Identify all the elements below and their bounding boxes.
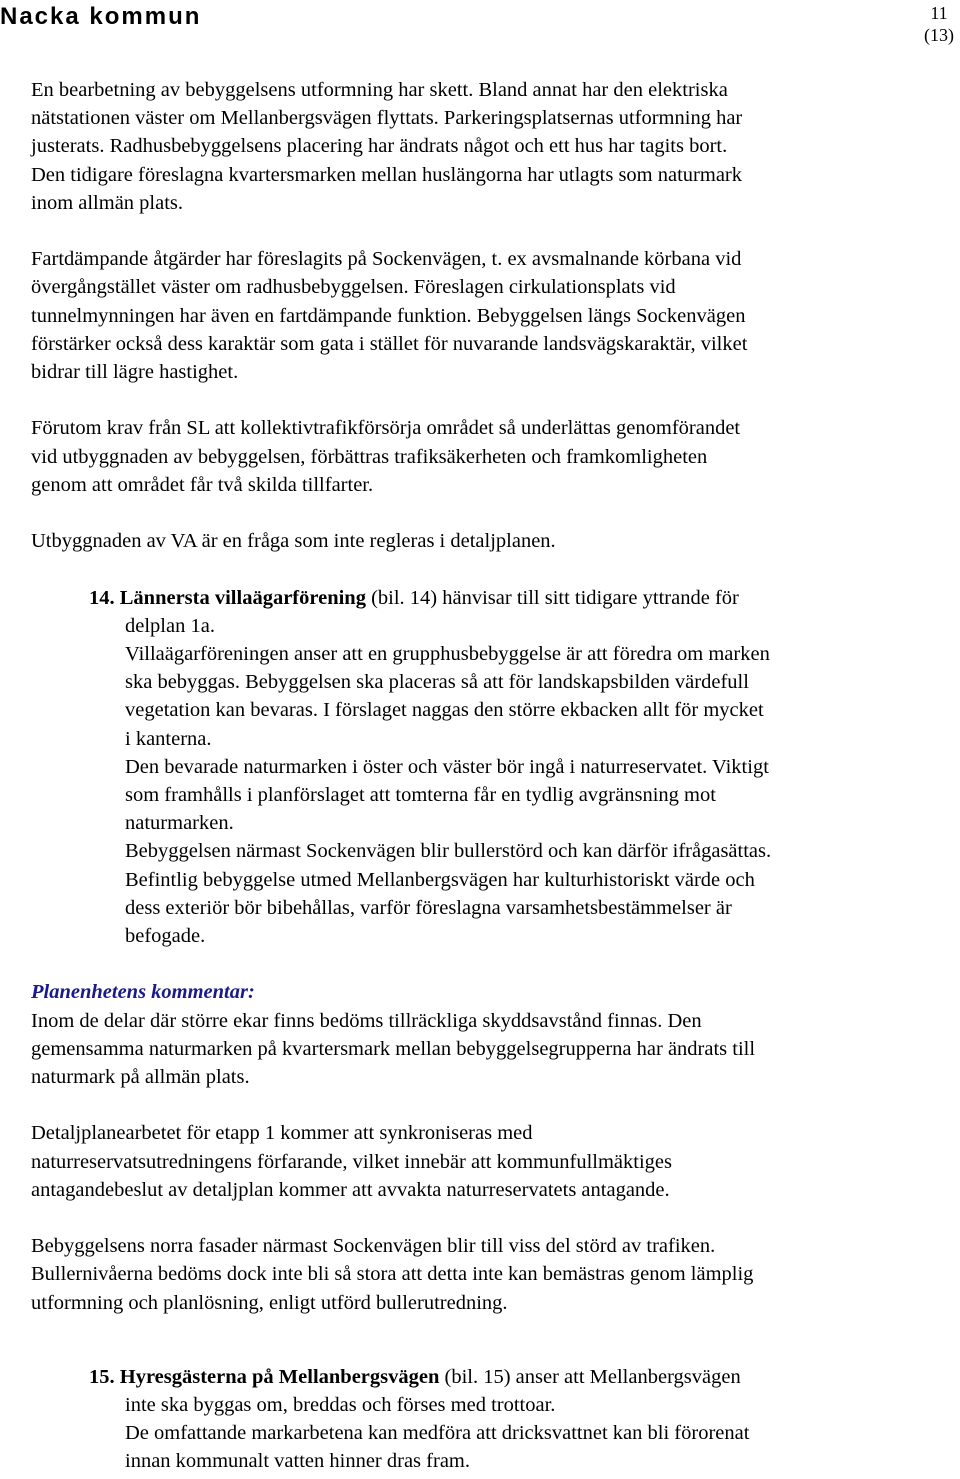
comment-paragraph-1 (31, 1007, 931, 1092)
page-total: (13) (924, 25, 954, 45)
page-number (924, 2, 954, 46)
item-14-first-text: (bil. 14) hänvisar till sitt tidigare yttrande för (365, 586, 739, 609)
text-line: som framhålls i planförslaget att tomterna får en tydlig avgränsning mot (125, 784, 716, 807)
text-line: förstärker också dess karaktär som gata i stället för nuvarande landsvägskaraktär, vilket (31, 332, 748, 355)
text-line: Bebyggelsen närmast Sockenvägen blir bullerstörd och kan därför ifrågasättas. (125, 840, 772, 863)
text-line: justerats. Radhusbebyggelsens placering har ändrats något och ett hus har tagits bort. (31, 135, 728, 158)
item-14-number: 14. (89, 586, 115, 609)
text-line: antagandebeslut av detaljplan kommer att avvakta naturreservatets antagande. (31, 1178, 670, 1201)
text-line: nätstationen väster om Mellanbergsvägen flyttats. Parkeringsplatsernas utformning har (31, 107, 743, 130)
paragraph-fartdampande (31, 245, 931, 386)
text-line: Den tidigare föreslagna kvartersmarken mellan huslängorna har utlagts som naturmark (31, 163, 742, 186)
text-line: ska bebyggas. Bebyggelsen ska placeras så att för landskapsbilden värdefull (125, 671, 749, 694)
text-line: inte ska byggas om, breddas och förses med trottoar. (125, 1394, 556, 1417)
comment-heading: Planenhetens kommentar: (31, 981, 255, 1004)
text-line: naturmarken. (125, 812, 234, 835)
comment-paragraph-2 (31, 1119, 931, 1204)
text-line: innan kommunalt vatten hinner dras fram. (125, 1450, 470, 1473)
text-line: Bullernivåerna bedöms dock inte bli så stora att detta inte kan bemästras genom lämplig (31, 1263, 754, 1286)
text-line: delplan 1a. (125, 614, 215, 637)
text-line: vegetation kan bevaras. I förslaget naggas den större ekbacken allt för mycket (125, 699, 764, 722)
comment-section (31, 978, 931, 1316)
text-line: tunnelmynningen har även en fartdämpande funktion. Bebyggelsen längs Sockenvägen (31, 304, 746, 327)
text-line: dess exteriör bör bibehållas, varför föreslagna varsamhetsbestämmelser är (125, 896, 732, 919)
text-line: En bearbetning av bebyggelsens utformning har skett. Bland annat har den elektriska (31, 79, 728, 101)
text-line: inom allmän plats. (31, 191, 184, 214)
text-line: Utbyggnaden av VA är en fråga som inte regleras i detaljplanen. (31, 530, 556, 553)
item-14-organization: Lännersta villaägarförening (119, 586, 366, 609)
item-15-first-line (89, 1363, 931, 1391)
text-line: Befintlig bebyggelse utmed Mellanbergsvägen har kulturhistoriskt värde och (125, 868, 755, 891)
text-line: Villaägarföreningen anser att en grupphusbebyggelse är att föredra om marken (125, 643, 770, 665)
text-line: naturreservatsutredningens förfarande, vilket innebär att kommunfullmäktiges (31, 1150, 672, 1173)
item-14-first-line (89, 584, 931, 612)
document-body (31, 76, 931, 1476)
paragraph-bearbetning (31, 76, 931, 217)
text-line: Förutom krav från SL att kollektivtrafikförsörja området så underlättas genomförandet (31, 417, 741, 440)
list-item-14 (31, 584, 931, 951)
comment-paragraph-3 (31, 1232, 931, 1317)
text-line: naturmark på allmän plats. (31, 1066, 250, 1089)
text-line: Detaljplanearbetet för etapp 1 kommer att synkroniseras med (31, 1122, 533, 1145)
list-item-15 (31, 1363, 931, 1476)
text-line: utformning och planlösning, enligt utförd bullerutredning. (31, 1291, 508, 1314)
item-15-first-text: (bil. 15) anser att Mellanbergsvägen (439, 1365, 741, 1388)
text-line: genom att området får två skilda tillfarter. (31, 473, 374, 496)
paragraph-va (31, 527, 931, 555)
text-line: Den bevarade naturmarken i öster och väster bör ingå i naturreservatet. Viktigt (125, 755, 769, 778)
text-line: övergångstället väster om radhusbebyggelsen. Föreslagen cirkulationsplats vid (31, 276, 676, 299)
municipality-title: Nacka kommun (0, 3, 202, 30)
item-15-number: 15. (89, 1365, 115, 1388)
paragraph-kollektivtrafik (31, 414, 931, 499)
page-current: 11 (930, 3, 948, 23)
text-line: Fartdämpande åtgärder har föreslagits på Sockenvägen, t. ex avsmalnande körbana vid (31, 248, 742, 271)
text-line: gemensamma naturmarken på kvartersmark mellan bebyggelsegrupperna har ändrats till (31, 1037, 756, 1060)
item-15-organization: Hyresgästerna på Mellanbergsvägen (119, 1365, 440, 1388)
text-line: befogade. (125, 925, 206, 948)
text-line: Bebyggelsens norra fasader närmast Sockenvägen blir till viss del störd av trafiken. (31, 1235, 716, 1258)
text-line: vid utbyggnaden av bebyggelsen, förbättras trafiksäkerheten och framkomligheten (31, 445, 708, 468)
text-line: bidrar till lägre hastighet. (31, 361, 239, 384)
text-line: Inom de delar där större ekar finns bedöms tillräckliga skyddsavstånd finnas. Den (31, 1009, 702, 1032)
text-line: De omfattande markarbetena kan medföra att dricksvattnet kan bli förorenat (125, 1422, 750, 1445)
text-line: i kanterna. (125, 727, 212, 750)
